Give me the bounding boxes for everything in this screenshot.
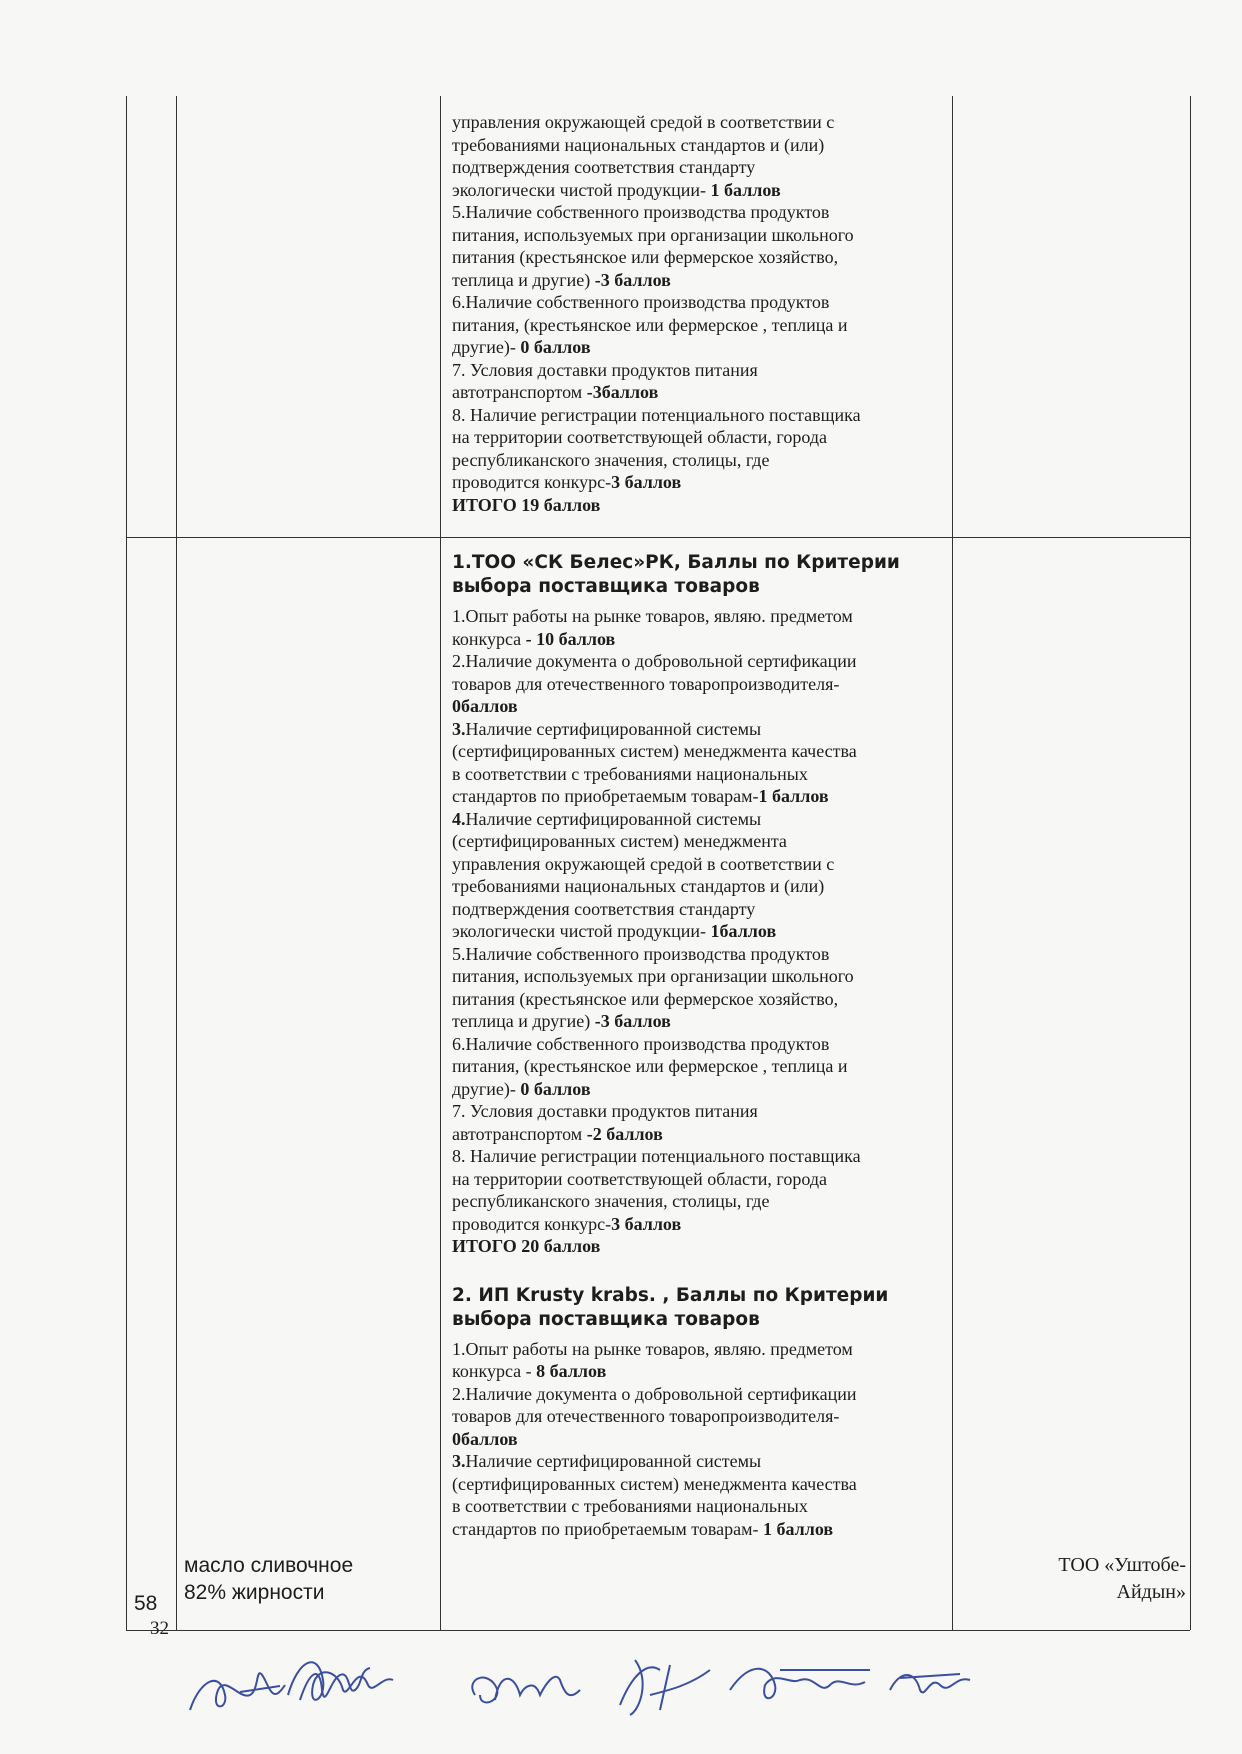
criteria-line (452, 695, 948, 718)
criteria-line (452, 359, 948, 382)
signature-5 (720, 1640, 900, 1730)
criteria-line (452, 291, 948, 314)
criteria-line (452, 1405, 948, 1428)
criteria-line (452, 898, 948, 921)
criteria-line (452, 1055, 948, 1078)
criteria-line (452, 628, 948, 651)
criteria-line (452, 1078, 948, 1101)
criteria-line (452, 1495, 948, 1518)
criteria-text: товаров для отечественного товаропроизводителя- (452, 1406, 840, 1426)
criteria-text: 7. Условия доставки продуктов питания (452, 359, 758, 380)
criteria-text: питания, используемых при организации школьного (452, 224, 854, 245)
criteria-line (452, 1235, 948, 1258)
criteria-text: требованиями национальных стандартов и (или) (452, 876, 825, 896)
criteria-score: 0баллов (452, 1428, 518, 1449)
criteria-text: питания, (крестьянское или фермерское , теплица и (452, 1056, 848, 1076)
criteria-text: другие)- (452, 337, 521, 357)
table-border-col1 (176, 96, 177, 1630)
criteria-text: в соответствии с требованиями национальных (452, 763, 808, 784)
criteria-line (452, 718, 948, 741)
criteria-line (452, 1213, 948, 1236)
criteria-score: - 10 баллов (525, 628, 616, 649)
criteria-text: подтверждения соответствия стандарту (452, 898, 756, 919)
supplier-header: выбора поставщика товаров (452, 576, 760, 597)
criteria-line (452, 1450, 948, 1473)
table-border-bottom (126, 1630, 1190, 1631)
criteria-text: экологически чистой продукции- (452, 921, 711, 941)
page-number: 32 (150, 1618, 169, 1639)
supplier-header: 1.ТОО «СК Белес»РК, Баллы по Критерии (452, 552, 900, 573)
criteria-line (452, 605, 948, 628)
supplier-header: 2. ИП Krusty krabs. , Баллы по Критерии (452, 1284, 889, 1306)
table-border-right (1190, 96, 1191, 1630)
criteria-score: 3 баллов (611, 1213, 682, 1234)
criteria-score: 4. (452, 808, 466, 829)
criteria-score: ИТОГО 19 баллов (452, 494, 601, 515)
criteria-text: 8. Наличие регистрации потенциального поставщика (452, 1146, 861, 1166)
criteria-line (452, 1145, 948, 1168)
criteria-text: товаров для отечественного товаропроизводителя- (452, 673, 840, 694)
criteria-line (452, 1010, 948, 1033)
criteria-score: -3 баллов (594, 269, 671, 290)
criteria-line (452, 808, 948, 831)
criteria-line (452, 763, 948, 786)
criteria-score: 1 баллов (758, 786, 829, 806)
criteria-text: управления окружающей средой в соответствии с (452, 853, 835, 874)
criteria-text: (сертифицированных систем) менеджмента (452, 831, 787, 851)
criteria-line (452, 1360, 948, 1383)
criteria-line (452, 471, 948, 494)
supplier-name (960, 1552, 1186, 1606)
criteria-line (452, 875, 948, 898)
criteria-score: 3. (452, 1451, 466, 1471)
criteria-text: республиканского значения, столицы, где (452, 449, 770, 470)
criteria-line (452, 943, 948, 966)
criteria-line (452, 426, 948, 449)
criteria-text: питания (крестьянское или фермерское хозяйство, (452, 988, 839, 1009)
criteria-line (452, 650, 948, 673)
criteria-line (452, 336, 948, 359)
criteria-text: питания (крестьянское или фермерское хозяйство, (452, 247, 839, 267)
criteria-line (452, 1473, 948, 1496)
criteria-text: конкурса (452, 628, 526, 649)
product-name (184, 1552, 404, 1606)
criteria-text: теплица и другие) (452, 269, 595, 290)
criteria-text: Наличие сертифицированной системы (465, 1451, 762, 1471)
criteria-text: автотранспортом (452, 1123, 587, 1144)
criteria-line (452, 246, 948, 269)
criteria-text: 7. Условия доставки продуктов питания (452, 1101, 758, 1121)
table-border-col2 (440, 96, 441, 1630)
row-number: 58 (134, 1592, 158, 1615)
criteria-text: 1.Опыт работы на рынке товаров, являю. предметом (452, 1338, 853, 1359)
criteria-block-sk-beles (452, 551, 948, 1540)
criteria-line (452, 920, 948, 943)
criteria-text: Наличие сертифицированной системы (465, 718, 762, 739)
criteria-line (452, 1168, 948, 1191)
criteria-text: 6.Наличие собственного производства продуктов (452, 292, 830, 312)
criteria-line (452, 1190, 948, 1213)
criteria-text: 8. Наличие регистрации потенциального поставщика (452, 404, 861, 425)
signature-4 (600, 1640, 740, 1730)
criteria-line (452, 201, 948, 224)
table-row-divider (126, 537, 1190, 538)
criteria-text: автотранспортом (452, 382, 587, 402)
criteria-line (452, 673, 948, 696)
criteria-line (452, 314, 948, 337)
criteria-text: проводится конкурс- (452, 1213, 612, 1234)
criteria-line (452, 404, 948, 427)
criteria-score: ИТОГО 20 баллов (452, 1236, 601, 1256)
criteria-line (452, 853, 948, 876)
criteria-score: 0баллов (452, 696, 518, 716)
criteria-text: подтверждения соответствия стандарту (452, 157, 756, 177)
criteria-line (452, 381, 948, 404)
criteria-line (452, 449, 948, 472)
product-name-line: масло сливочное (184, 1554, 354, 1577)
criteria-text: 5.Наличие собственного производства продуктов (452, 943, 830, 964)
criteria-line (452, 1383, 948, 1406)
criteria-line (452, 156, 948, 179)
criteria-line (452, 830, 948, 853)
criteria-text: на территории соответствующей области, города (452, 427, 827, 447)
criteria-line (452, 1100, 948, 1123)
criteria-line (452, 224, 948, 247)
signature-2 (268, 1640, 448, 1730)
criteria-text: 6.Наличие собственного производства продуктов (452, 1033, 830, 1054)
criteria-line (452, 179, 948, 202)
criteria-score: -3 баллов (594, 1011, 671, 1031)
table-border-left (126, 96, 127, 1630)
criteria-block-continued (452, 111, 948, 516)
criteria-line (452, 740, 948, 763)
criteria-line (452, 988, 948, 1011)
supplier-name-line: ТОО «Уштобе- (1058, 1554, 1186, 1576)
criteria-text: 1.Опыт работы на рынке товаров, являю. предметом (452, 606, 853, 626)
criteria-text: конкурса - (452, 1361, 537, 1381)
criteria-text: экологически чистой продукции- (452, 179, 711, 200)
criteria-text: требованиями национальных стандартов и (или) (452, 134, 825, 155)
criteria-score: 1 баллов (710, 179, 781, 200)
criteria-score: 0 баллов (520, 1078, 591, 1099)
criteria-line (452, 1338, 948, 1361)
criteria-score: 3. (452, 718, 466, 739)
criteria-text: теплица и другие) (452, 1011, 595, 1031)
criteria-line (452, 134, 948, 157)
criteria-line (452, 1033, 948, 1056)
criteria-score: 0 баллов (520, 337, 591, 357)
criteria-line (452, 269, 948, 292)
criteria-text: в соответствии с требованиями национальных (452, 1496, 808, 1516)
criteria-text: питания, (крестьянское или фермерское , теплица и (452, 314, 848, 335)
criteria-line (452, 785, 948, 808)
criteria-text: 2.Наличие документа о добровольной сертификации (452, 1383, 857, 1404)
supplier-name-line: Айдын» (1116, 1581, 1186, 1603)
product-name-line: 82% жирности (184, 1581, 325, 1604)
criteria-score: 1баллов (710, 921, 777, 941)
criteria-text: 5.Наличие собственного производства продуктов (452, 202, 830, 222)
criteria-text: проводится конкурс- (452, 472, 612, 492)
supplier-header: выбора поставщика товаров (452, 1308, 760, 1330)
criteria-line (452, 1123, 948, 1146)
criteria-score: 3 баллов (611, 472, 682, 492)
criteria-line (452, 965, 948, 988)
criteria-score: 8 баллов (536, 1361, 607, 1381)
criteria-text: на территории соответствующей области, города (452, 1168, 827, 1189)
criteria-text: управления окружающей средой в соответствии с (452, 112, 835, 132)
criteria-text: республиканского значения, столицы, где (452, 1191, 770, 1211)
criteria-text: (сертифицированных систем) менеджмента качества (452, 741, 857, 761)
criteria-text: (сертифицированных систем) менеджмента качества (452, 1473, 857, 1494)
criteria-score: -2 баллов (586, 1123, 663, 1144)
criteria-score: 1 баллов (762, 1518, 834, 1539)
criteria-text: питания, используемых при организации школьного (452, 966, 854, 986)
criteria-line (452, 1518, 948, 1541)
signature-6 (880, 1640, 990, 1730)
table-border-col3 (952, 96, 953, 1630)
criteria-text: 2.Наличие документа о добровольной сертификации (452, 651, 857, 671)
criteria-line (452, 111, 948, 134)
criteria-text: стандартов по приобретаемым товарам- (452, 1518, 763, 1539)
criteria-score: -3баллов (586, 382, 659, 402)
criteria-line (452, 1428, 948, 1451)
criteria-line (452, 494, 948, 517)
criteria-text: другие)- (452, 1078, 521, 1099)
criteria-text: стандартов по приобретаемым товарам- (452, 786, 759, 806)
criteria-text: Наличие сертифицированной системы (465, 808, 762, 829)
